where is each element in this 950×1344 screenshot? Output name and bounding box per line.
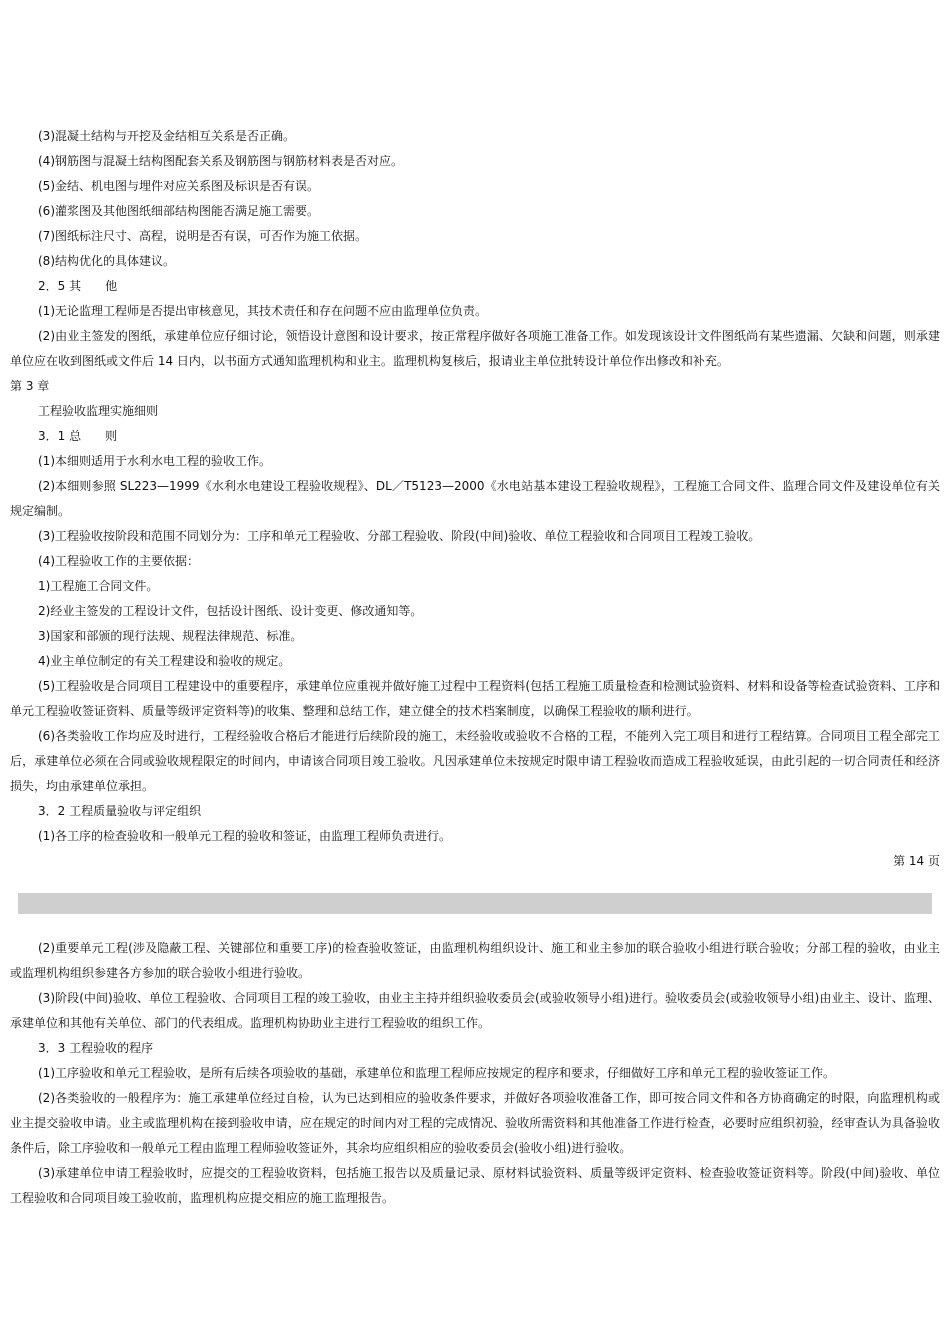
paragraph: (1)本细则适用于水利水电工程的验收工作。 (38, 454, 271, 468)
paragraph: (1)各工序的检查验收和一般单元工程的验收和签证，由监理工程师负责进行。 (38, 829, 452, 843)
paragraph: (5)金结、机电图与埋件对应关系图及标识是否有误。 (38, 179, 320, 193)
paragraph: (6)灌浆图及其他图纸细部结构图能否满足施工需要。 (38, 204, 320, 218)
section-heading: 3．2 工程质量验收与评定组织 (38, 804, 202, 818)
list-item: 1)工程施工合同文件。 (38, 579, 159, 593)
chapter-heading: 第 3 章 (10, 379, 50, 393)
paragraph: (3)混凝土结构与开挖及金结相互关系是否正确。 (38, 129, 295, 143)
section-heading: 2．5 其 他 (38, 279, 118, 293)
document-page-1 (10, 124, 940, 874)
paragraph: (1)无论监理工程师是否提出审核意见，其技术责任和存在问题不应由监理单位负责。 (38, 304, 488, 318)
paragraph: (3)阶段(中间)验收、单位工程验收、合同项目工程的竣工验收，由业主主持并组织验收委员会(或验收领导小组)进行。验收委员会(或验收领导小组)由业主、设计、监理、承建单位和其他有关单位、部门的代表组成。监理机构协助业主进行工程验收的组织工作。 (10, 991, 940, 1030)
paragraph: (5)工程验收是合同项目工程建设中的重要程序，承建单位应重视并做好施工过程中工程资料(包括工程施工质量检查和检测试验资料、材料和设备等检查试验资料、工序和单元工程验收签证资料、质量等级评定资料等)的收集、整理和总结工作，建立健全的技术档案制度，以确保工程验收的顺利进行。 (10, 679, 940, 718)
paragraph: (8)结构优化的具体建议。 (38, 254, 175, 268)
list-item: 4)业主单位制定的有关工程建设和验收的规定。 (38, 654, 291, 668)
paragraph: (3)工程验收按阶段和范围不同划分为：工序和单元工程验收、分部工程验收、阶段(中间)验收、单位工程验收和合同项目工程竣工验收。 (38, 529, 761, 543)
section-heading: 3．1 总 则 (38, 429, 118, 443)
list-item: 2)经业主签发的工程设计文件，包括设计图纸、设计变更、修改通知等。 (38, 604, 423, 618)
paragraph: (2)本细则参照 SL223—1999《水利水电建设工程验收规程》、DL／T5123—2000《水电站基本建设工程验收规程》，工程施工合同文件、监理合同文件及建设单位有关规定编制。 (10, 479, 940, 518)
chapter-title: 工程验收监理实施细则 (38, 404, 159, 418)
paragraph: (2)由业主签发的图纸，承建单位应仔细讨论，领悟设计意图和设计要求，按正常程序做好各项施工准备工作。如发现该设计文件图纸尚有某些遗漏、欠缺和问题，则承建单位应在收到图纸或文件后 14 日内，以书面方式通知监理机构和业主。监理机构复核后，报请业主单位批转设计单位作出修改和补充。 (10, 329, 940, 368)
paragraph: (4)钢筋图与混凝土结构图配套关系及钢筋图与钢筋材料表是否对应。 (38, 154, 404, 168)
paragraph: (3)承建单位申请工程验收时，应提交的工程验收资料，包括施工报告以及质量记录、原材料试验资料、质量等级评定资料、检查验收签证资料等。阶段(中间)验收、单位工程验收和合同项目竣工验收前，监理机构应提交相应的施工监理报告。 (10, 1166, 940, 1205)
paragraph: (1)工序验收和单元工程验收，是所有后续各项验收的基础，承建单位和监理工程师应按规定的程序和要求，仔细做好工序和单元工程的验收签证工作。 (38, 1066, 836, 1080)
list-item: 3)国家和部颁的现行法规、规程法律规范、标准。 (38, 629, 303, 643)
paragraph: (7)图纸标注尺寸、高程，说明是否有误，可否作为施工依据。 (38, 229, 368, 243)
paragraph: (2)各类验收的一般程序为：施工承建单位经过自检，认为已达到相应的验收条件要求，并做好各项验收准备工作，即可按合同文件和各方协商确定的时限，向监理机构或业主提交验收申请。业主或监理机构在接到验收申请，应在规定的时间内对工程的完成情况、验收所需资料和其他准备工作进行检查，必要时应组织初验，经审查认为具备验收条件后，除工序验收和一般单元工程由监理工程师验收签证外，其余均应组织相应的验收委员会(验收小组)进行验收。 (10, 1091, 940, 1155)
page-number: 第 14 页 (893, 854, 940, 868)
page-separator (18, 893, 932, 914)
section-heading: 3．3 工程验收的程序 (38, 1041, 154, 1055)
paragraph: (2)重要单元工程(涉及隐蔽工程、关键部位和重要工序)的检查验收签证，由监理机构组织设计、施工和业主参加的联合验收小组进行联合验收；分部工程的验收，由业主或监理机构组织参建各方参加的联合验收小组进行验收。 (10, 941, 940, 980)
document-page-2 (10, 936, 940, 1211)
paragraph: (4)工程验收工作的主要依据： (38, 554, 199, 568)
paragraph: (6)各类验收工作均应及时进行，工程经验收合格后才能进行后续阶段的施工，未经验收或验收不合格的工程，不能列入完工项目和进行工程结算。合同项目工程全部完工后，承建单位必须在合同或验收规程限定的时间内，申请该合同项目竣工验收。凡因承建单位未按规定时限申请工程验收而造成工程验收延误，由此引起的一切合同责任和经济损失，均由承建单位承担。 (10, 729, 940, 793)
